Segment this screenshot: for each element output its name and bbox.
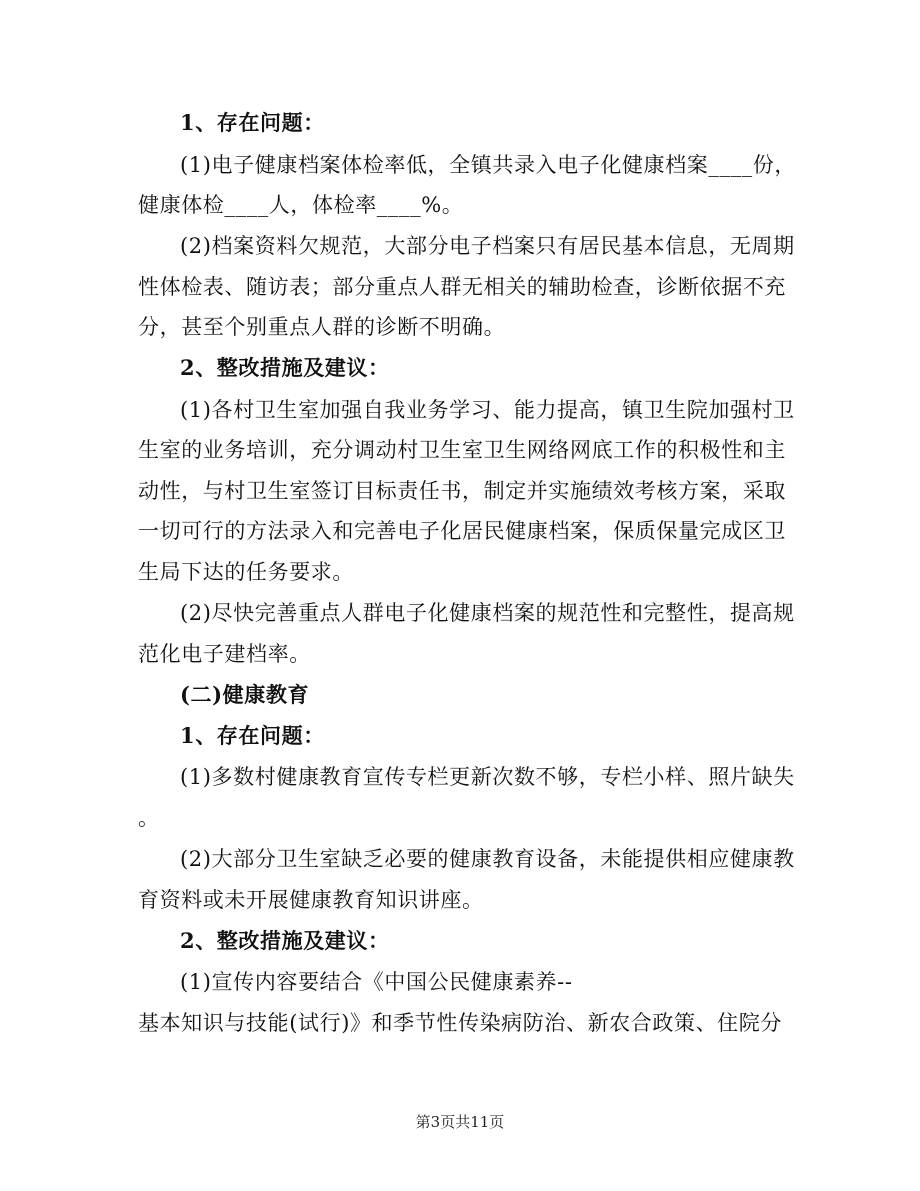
paragraph-line: 分，甚至个别重点人群的诊断不明确。 bbox=[138, 315, 506, 339]
paragraph-line: (1)各村卫生室加强自我业务学习、能力提高，镇卫生院加强村卫 bbox=[180, 398, 795, 422]
paragraph-line: 范化电子建档率。 bbox=[138, 642, 311, 666]
paragraph-line: 。 bbox=[138, 806, 160, 830]
paragraph-line: 生局下达的任务要求。 bbox=[138, 560, 354, 584]
paragraph-line: 动性，与村卫生室签订目标责任书，制定并实施绩效考核方案，采取 bbox=[138, 479, 786, 503]
paragraph-line: 生室的业务培训，充分调动村卫生室卫生网络网底工作的积极性和主 bbox=[138, 438, 786, 462]
paragraph-line: (2)大部分卫生室缺乏必要的健康教育设备，未能提供相应健康教 bbox=[180, 847, 795, 871]
paragraph-line: (1)电子健康档案体检率低，全镇共录入电子化健康档案____份， bbox=[180, 153, 796, 177]
section-heading-health-education: (二)健康教育 bbox=[180, 682, 310, 707]
paragraph-line: 健康体检____人，体检率____%。 bbox=[138, 193, 464, 217]
paragraph-line: (1)宣传内容要结合《中国公民健康素养-- bbox=[180, 970, 573, 994]
paragraph-line: (2)尽快完善重点人群电子化健康档案的规范性和完整性，提高规 bbox=[180, 601, 795, 625]
paragraph-line: 一切可行的方法录入和完善电子化居民健康档案，保质保量完成区卫 bbox=[138, 519, 786, 543]
paragraph-line: 基本知识与技能(试行)》和季节性传染病防治、新农合政策、住院分 bbox=[138, 1011, 782, 1035]
heading-problems-1: 1、存在问题： bbox=[180, 110, 325, 135]
heading-measures-2: 2、整改措施及建议： bbox=[180, 928, 390, 953]
heading-problems-2: 1、存在问题： bbox=[180, 723, 325, 748]
paragraph-line: 性体检表、随访表；部分重点人群无相关的辅助检查，诊断依据不充 bbox=[138, 275, 786, 299]
paragraph-line: (2)档案资料欠规范，大部分电子档案只有居民基本信息，无周期 bbox=[180, 234, 795, 258]
page-number: 第3页共11页 bbox=[415, 1113, 505, 1131]
paragraph-line: (1)多数村健康教育宣传专栏更新次数不够，专栏小样、照片缺失 bbox=[180, 765, 795, 789]
paragraph-line: 育资料或未开展健康教育知识讲座。 bbox=[138, 888, 484, 912]
heading-measures-1: 2、整改措施及建议： bbox=[180, 355, 390, 380]
